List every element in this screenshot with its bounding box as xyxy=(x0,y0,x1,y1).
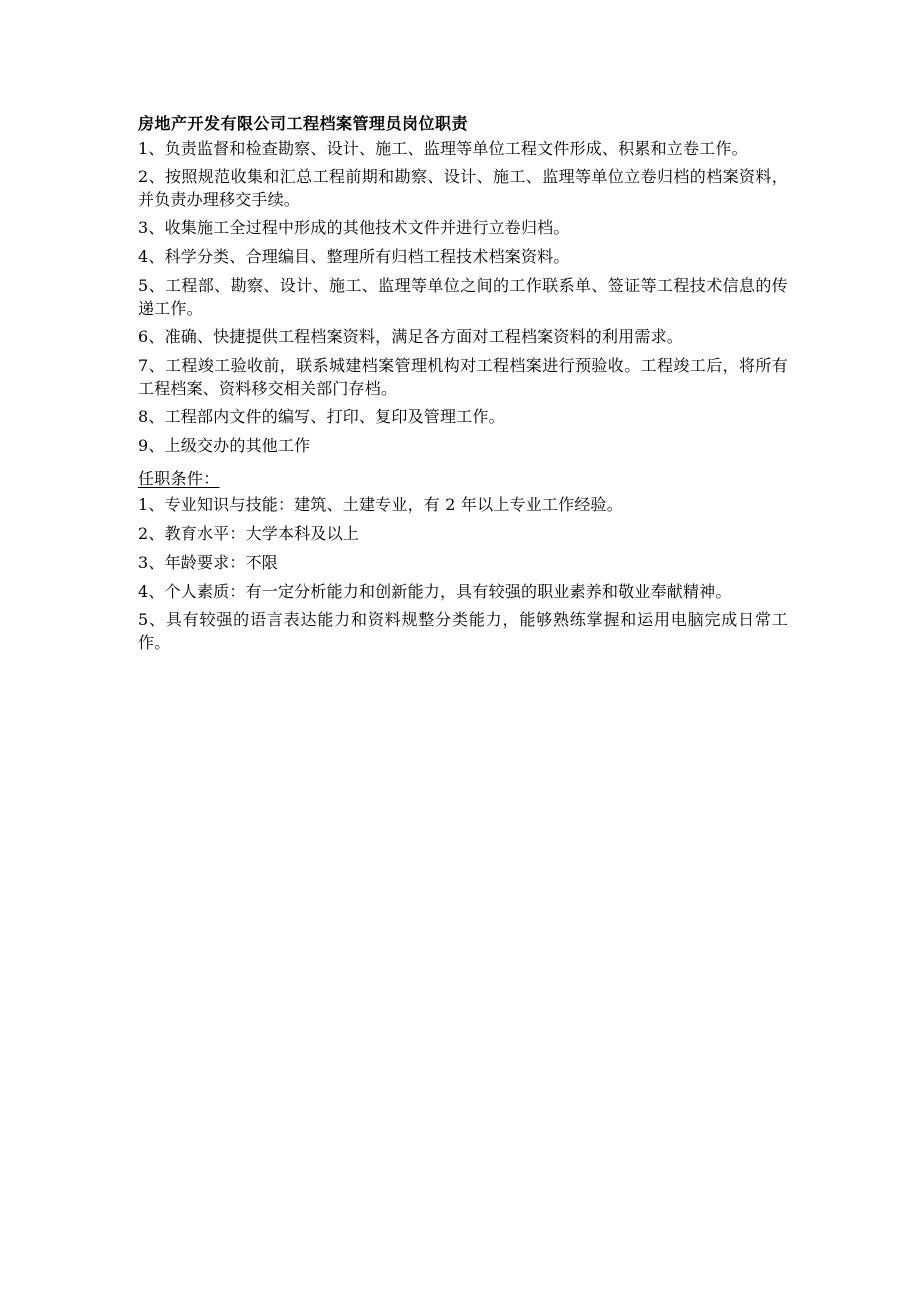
duty-item-5: 5、工程部、勘察、设计、施工、监理等单位之间的工作联系单、签证等工程技术信息的传递工作。 xyxy=(138,276,788,318)
duty-item-1: 1、负责监督和检查勘察、设计、施工、监理等单位工程文件形成、积累和立卷工作。 xyxy=(138,139,748,158)
duty-item-9: 9、上级交办的其他工作 xyxy=(138,436,311,455)
requirement-item-3: 3、年龄要求：不限 xyxy=(138,553,278,572)
duty-item-7: 7、工程竣工验收前，联系城建档案管理机构对工程档案进行预验收。工程竣工后，将所有工程档案、资料移交相关部门存档。 xyxy=(138,356,788,398)
duty-item-6: 6、准确、快捷提供工程档案资料，满足各方面对工程档案资料的利用需求。 xyxy=(138,327,683,346)
duty-item-8: 8、工程部内文件的编写、打印、复印及管理工作。 xyxy=(138,407,505,426)
document-body xyxy=(138,112,788,659)
duty-item-4: 4、科学分类、合理编目、整理所有归档工程技术档案资料。 xyxy=(138,247,570,266)
duty-item-2: 2、按照规范收集和汇总工程前期和勘察、设计、施工、监理等单位立卷归档的档案资料，并负责办理移交手续。 xyxy=(138,167,788,209)
requirement-item-2: 2、教育水平：大学本科及以上 xyxy=(138,524,359,543)
requirement-item-4: 4、个人素质：有一定分析能力和创新能力，具有较强的职业素养和敬业奉献精神。 xyxy=(138,582,732,601)
document-title: 房地产开发有限公司工程档案管理员岗位职责 xyxy=(138,114,469,133)
requirement-item-1: 1、专业知识与技能：建筑、土建专业，有 2 年以上专业工作经验。 xyxy=(138,495,623,514)
requirements-heading: 任职条件： xyxy=(138,469,220,488)
duty-item-3: 3、收集施工全过程中形成的其他技术文件并进行立卷归档。 xyxy=(138,218,570,237)
requirement-item-5: 5、具有较强的语言表达能力和资料规整分类能力，能够熟练掌握和运用电脑完成日常工作。 xyxy=(138,610,788,652)
